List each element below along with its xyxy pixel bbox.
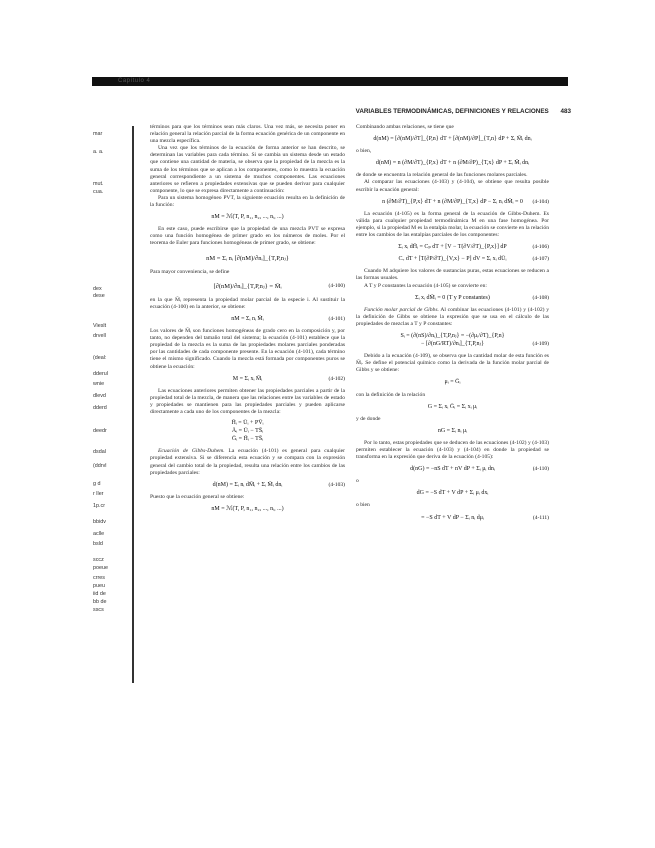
paragraph: Cuando M adquiere los valores de sustancias puras, estas ecuaciones se reducen a las formas usuales. xyxy=(356,268,549,282)
equation: nM = Σᵢ nᵢ M̄ᵢ (4-101) xyxy=(231,315,345,322)
paragraph: La ecuación (4-105) es la forma general de la ecuación de Gibbs-Duhem. Es válida para cualquier propiedad termodinámica M en una fase homogénea. Por ejemplo, si la propiedad M es la entalpía molar, la ecuación se convierte en la relación entre los cambios de las entalpías parciales de los componentes: xyxy=(356,210,549,239)
equation: [∂(nM)/∂nᵢ]_{T,P,nⱼ} = M̄ᵢ (4-100) xyxy=(213,282,345,290)
paragraph: o bien, xyxy=(356,148,372,155)
equation-number: (4-108) xyxy=(532,294,549,301)
running-head xyxy=(356,108,571,115)
margin-note: drvell xyxy=(93,333,106,339)
margin-note: dese xyxy=(93,293,105,299)
paragraph: Una vez que los términos de la ecuación de forma anterior se han descrito, se determinan las variables para cada término. Si se cambia un sistema desde un estado que contiene una cantidad de materia, se observa que la propiedad de la mezcla es la suma de los términos que se aplican a los componentes, como lo muestra la ecuación general correspondiente a un sistema de muchos componentes. Las ecuaciones anteriores se refieren a propiedades extensivas que se pueden derivar para cualquier componente, lo que se expresa directamente a continuación: xyxy=(150,145,345,194)
equation: G = Σᵢ xᵢ Ḡᵢ = Σᵢ xᵢ μᵢ xyxy=(427,403,478,410)
paragraph-heading: Ecuación de Gibbs-Duhem. xyxy=(158,448,225,455)
page-number: 483 xyxy=(560,108,571,115)
margin-note: (deal: xyxy=(93,355,107,361)
equation-number: (4-109) xyxy=(532,341,549,348)
equation-number: (4-110) xyxy=(532,466,549,473)
equation: n (∂M/∂T)_{P,x} dT + n (∂M/∂P)_{T,x} dP − Σᵢ nᵢ dM̄ᵢ = 0 (4-104) xyxy=(382,198,549,205)
margin-note: wnie xyxy=(93,381,105,387)
margin-note: dsdal xyxy=(93,449,106,455)
equation: d(nM) = [∂(nM)/∂T]_{P,n} dT + [∂(nM)/∂P]_{T,n} dP + Σᵢ M̄ᵢ dnᵢ xyxy=(373,136,532,143)
chapter-label: Capítulo 4 xyxy=(118,78,151,84)
paragraph: de donde se encuentra la relación general de las funciones molares parciales. xyxy=(356,172,528,179)
equation-number: (4-103) xyxy=(328,481,345,488)
paragraph: Los valores de M̄ᵢ son funciones homogéneas de grado cero en la composición y, por tanto, no dependen del tamaño total del sistema; la ecuación (4-101) establece que la propiedad de la mezcla es la suma de las propiedades molares parciales ponderadas por las cantidades de cada componente presente. En la ecuación (4-101), cada término tiene el mismo significado. Cuando la mezcla está formada por componentes puros se obtiene la ecuación: xyxy=(150,328,345,370)
equation: Cᵥ dT + [T(∂P/∂T)_{V,x} − P] dV = Σᵢ xᵢ dŪᵢ (4-107) xyxy=(398,256,549,263)
equation: nM = ℳ(T, P, n₁, n₂, ..., nᵢ, ...) xyxy=(211,214,284,221)
equation: d(nG) = −nS dT + nV dP + Σᵢ μᵢ dnᵢ (4-110) xyxy=(410,466,549,473)
paragraph: Para mayor conveniencia, se define xyxy=(150,268,230,275)
margin-note: aclle xyxy=(93,531,105,537)
paragraph: Debido a la ecuación (4-109), se observa que la cantidad molar de esta función es M̄ᵢ. Se define el potencial químico como la derivada de la función molar parcial de Gibbs y se obtiene: xyxy=(356,353,549,374)
margin-note: deedr xyxy=(93,428,107,434)
margin-note: mut. xyxy=(93,181,104,187)
paragraph-heading: Función molar parcial de Gibbs. xyxy=(364,306,439,313)
margin-note: bsld xyxy=(93,541,103,547)
paragraph: Para un sistema homogéneo PVT, la siguiente ecuación resulta en la definición de la función: xyxy=(150,194,345,209)
equation-number: (4-107) xyxy=(532,256,549,263)
equation: H̄ᵢ = Ūᵢ + PV̄ᵢ xyxy=(231,420,264,427)
equation: Σᵢ xᵢ dH̄ᵢ = Cₚ dT + [V − T(∂V/∂T)_{P,x}] dP (4-106) xyxy=(398,244,549,251)
equation: d(nM) = Σᵢ nᵢ dM̄ᵢ + Σᵢ M̄ᵢ dnᵢ (4-103) xyxy=(212,481,345,488)
margin-note: bb de xyxy=(93,599,107,605)
margin-note: Vieslt xyxy=(93,323,107,329)
margin-note: mar xyxy=(93,131,103,137)
equation: nM = ℳ(T, P, n₁, n₂, ..., nᵢ, ...) xyxy=(211,505,284,512)
equation: d(nM) = n (∂M/∂T)_{P,x} dT + n (∂M/∂P)_{T,x} dP + Σᵢ M̄ᵢ dnᵢ xyxy=(375,160,530,167)
paragraph: Ecuación de Gibbs-Duhem. La ecuación (4-101) es general para cualquier propiedad extensiva. Si se diferencia esta ecuación y se compara con la expresión general del cambio total de la propiedad, resulta una relación entre los cambios de las propiedades parciales: xyxy=(150,448,346,476)
equation: nM = Σᵢ nᵢ [∂(nM)/∂nᵢ]_{T,P,nⱼ} xyxy=(206,254,289,262)
running-title: VARIABLES TERMODINÁMICAS, DEFINICIONES Y RELACIONES xyxy=(355,108,549,115)
equation: Ḡᵢ = H̄ᵢ − TS̄ᵢ xyxy=(231,436,264,443)
paragraph: con la definición de la relación xyxy=(356,391,426,398)
margin-note: poeue xyxy=(93,565,108,571)
margin-note: dlevd xyxy=(93,393,106,399)
margin-note: dderd xyxy=(93,405,107,411)
margin-note: bbidv xyxy=(93,519,106,525)
equation: Āᵢ = Ūᵢ − TS̄ᵢ xyxy=(231,428,264,435)
margin-note: a. a. xyxy=(93,149,104,155)
margin-note: dex xyxy=(93,286,102,292)
equation-number: (4-111) xyxy=(532,514,549,521)
paragraph: o bien xyxy=(356,502,370,509)
header-bar xyxy=(92,77,568,86)
right-column xyxy=(356,124,549,527)
equation: dG = −S dT + V dP + Σᵢ μᵢ dxᵢ xyxy=(416,490,489,497)
margin-note: (ddrvl xyxy=(93,463,107,469)
paragraph: En este caso, puede escribirse que la propiedad de una mezcla PVT se expresa como una función homogénea de primer grado en los números de moles. Por el teorema de Euler para funciones homogéneas de primer grado, se obtiene: xyxy=(150,226,345,247)
margin-note: g d xyxy=(93,481,101,487)
equation-number: (4-100) xyxy=(328,282,345,289)
margin-note: iid de xyxy=(93,591,106,597)
margin-note: pueu xyxy=(93,583,105,589)
paragraph: Combinando ambas relaciones, se tiene que xyxy=(356,124,454,130)
equation: Σᵢ xᵢ dM̄ᵢ = 0 (T y P constantes) (4-108) xyxy=(415,294,549,301)
paragraph: y de donde xyxy=(356,415,381,422)
margin-note: 1p.cr xyxy=(93,503,105,509)
paragraph: Puesto que la ecuación general se obtiene: xyxy=(150,493,245,500)
equation-number: (4-106) xyxy=(532,244,549,251)
paragraph: o xyxy=(356,478,359,485)
margin-note: dderul xyxy=(93,371,108,377)
paragraph: en la que M̄ᵢ representa la propiedad molar parcial de la especie i. Al sustituir la ecuación (4-100) en la anterior, se obtiene: xyxy=(150,296,345,310)
paragraph: Función molar parcial de Gibbs. Al combinar las ecuaciones (4-101) y (4-102) y la definición de Gibbs se obtiene la expresión que se usa en el cálculo de las propiedades de mezclas a T y P constantes: xyxy=(356,306,550,327)
margin-note: r ller xyxy=(93,491,104,497)
paragraph: Al comparar las ecuaciones (4-103) y (4-104), se obtiene que resulta posible escribir la ecuación general: xyxy=(356,179,549,193)
paragraph: A T y P constantes la ecuación (4-105) se convierte en: xyxy=(364,282,487,289)
left-column xyxy=(150,124,345,518)
equation: nG = Σᵢ nᵢ μᵢ xyxy=(437,427,468,434)
paragraph: Las ecuaciones anteriores permiten obtener las propiedades parciales a partir de la propiedad total de la mezcla, de manera que las relaciones entre las variables de estado y propiedades se mantienen para las propiedades parciales y pueden aplicarse directamente a cada uno de los componentes de la mezcla: xyxy=(150,387,345,415)
equation-number: (4-101) xyxy=(328,315,345,322)
equation: μᵢ = Ḡᵢ xyxy=(444,379,461,386)
margin-note: cua. xyxy=(93,189,104,195)
margin-note: crres xyxy=(93,575,105,581)
equation: − [∂(nG/RT)/∂nᵢ]_{T,P,nⱼ} (4-109) xyxy=(421,341,549,348)
equation-number: (4-102) xyxy=(328,375,345,382)
equation: Sᵢ = (∂(nS)/∂nᵢ)_{T,P,nⱼ} = −(∂μᵢ/∂T)_{P,n} xyxy=(400,332,505,339)
paragraph: Por lo tanto, estas propiedades que se deducen de las ecuaciones (4-102) y (4-103) permiten establecer la ecuación (4-103) y (4-104) en donde la propiedad se transforma en la expresión que deriva de la ecuación (4-105): xyxy=(356,439,549,461)
equation-number: (4-104) xyxy=(532,198,549,205)
equation: M = Σᵢ xᵢ M̄ᵢ (4-102) xyxy=(232,375,345,382)
paragraph: términos para que los términos sean más claros. Una vez más, se necesita poner en relación general la relación parcial de la forma ecuación genérica de un componente en una mezcla específica. xyxy=(150,124,345,145)
margin-note: sscs xyxy=(93,607,104,613)
equation: = −S dT + V dP − Σᵢ nᵢ dμᵢ (4-111) xyxy=(421,514,549,521)
margin-note: sccz xyxy=(93,557,104,563)
margin-rule xyxy=(132,126,134,683)
